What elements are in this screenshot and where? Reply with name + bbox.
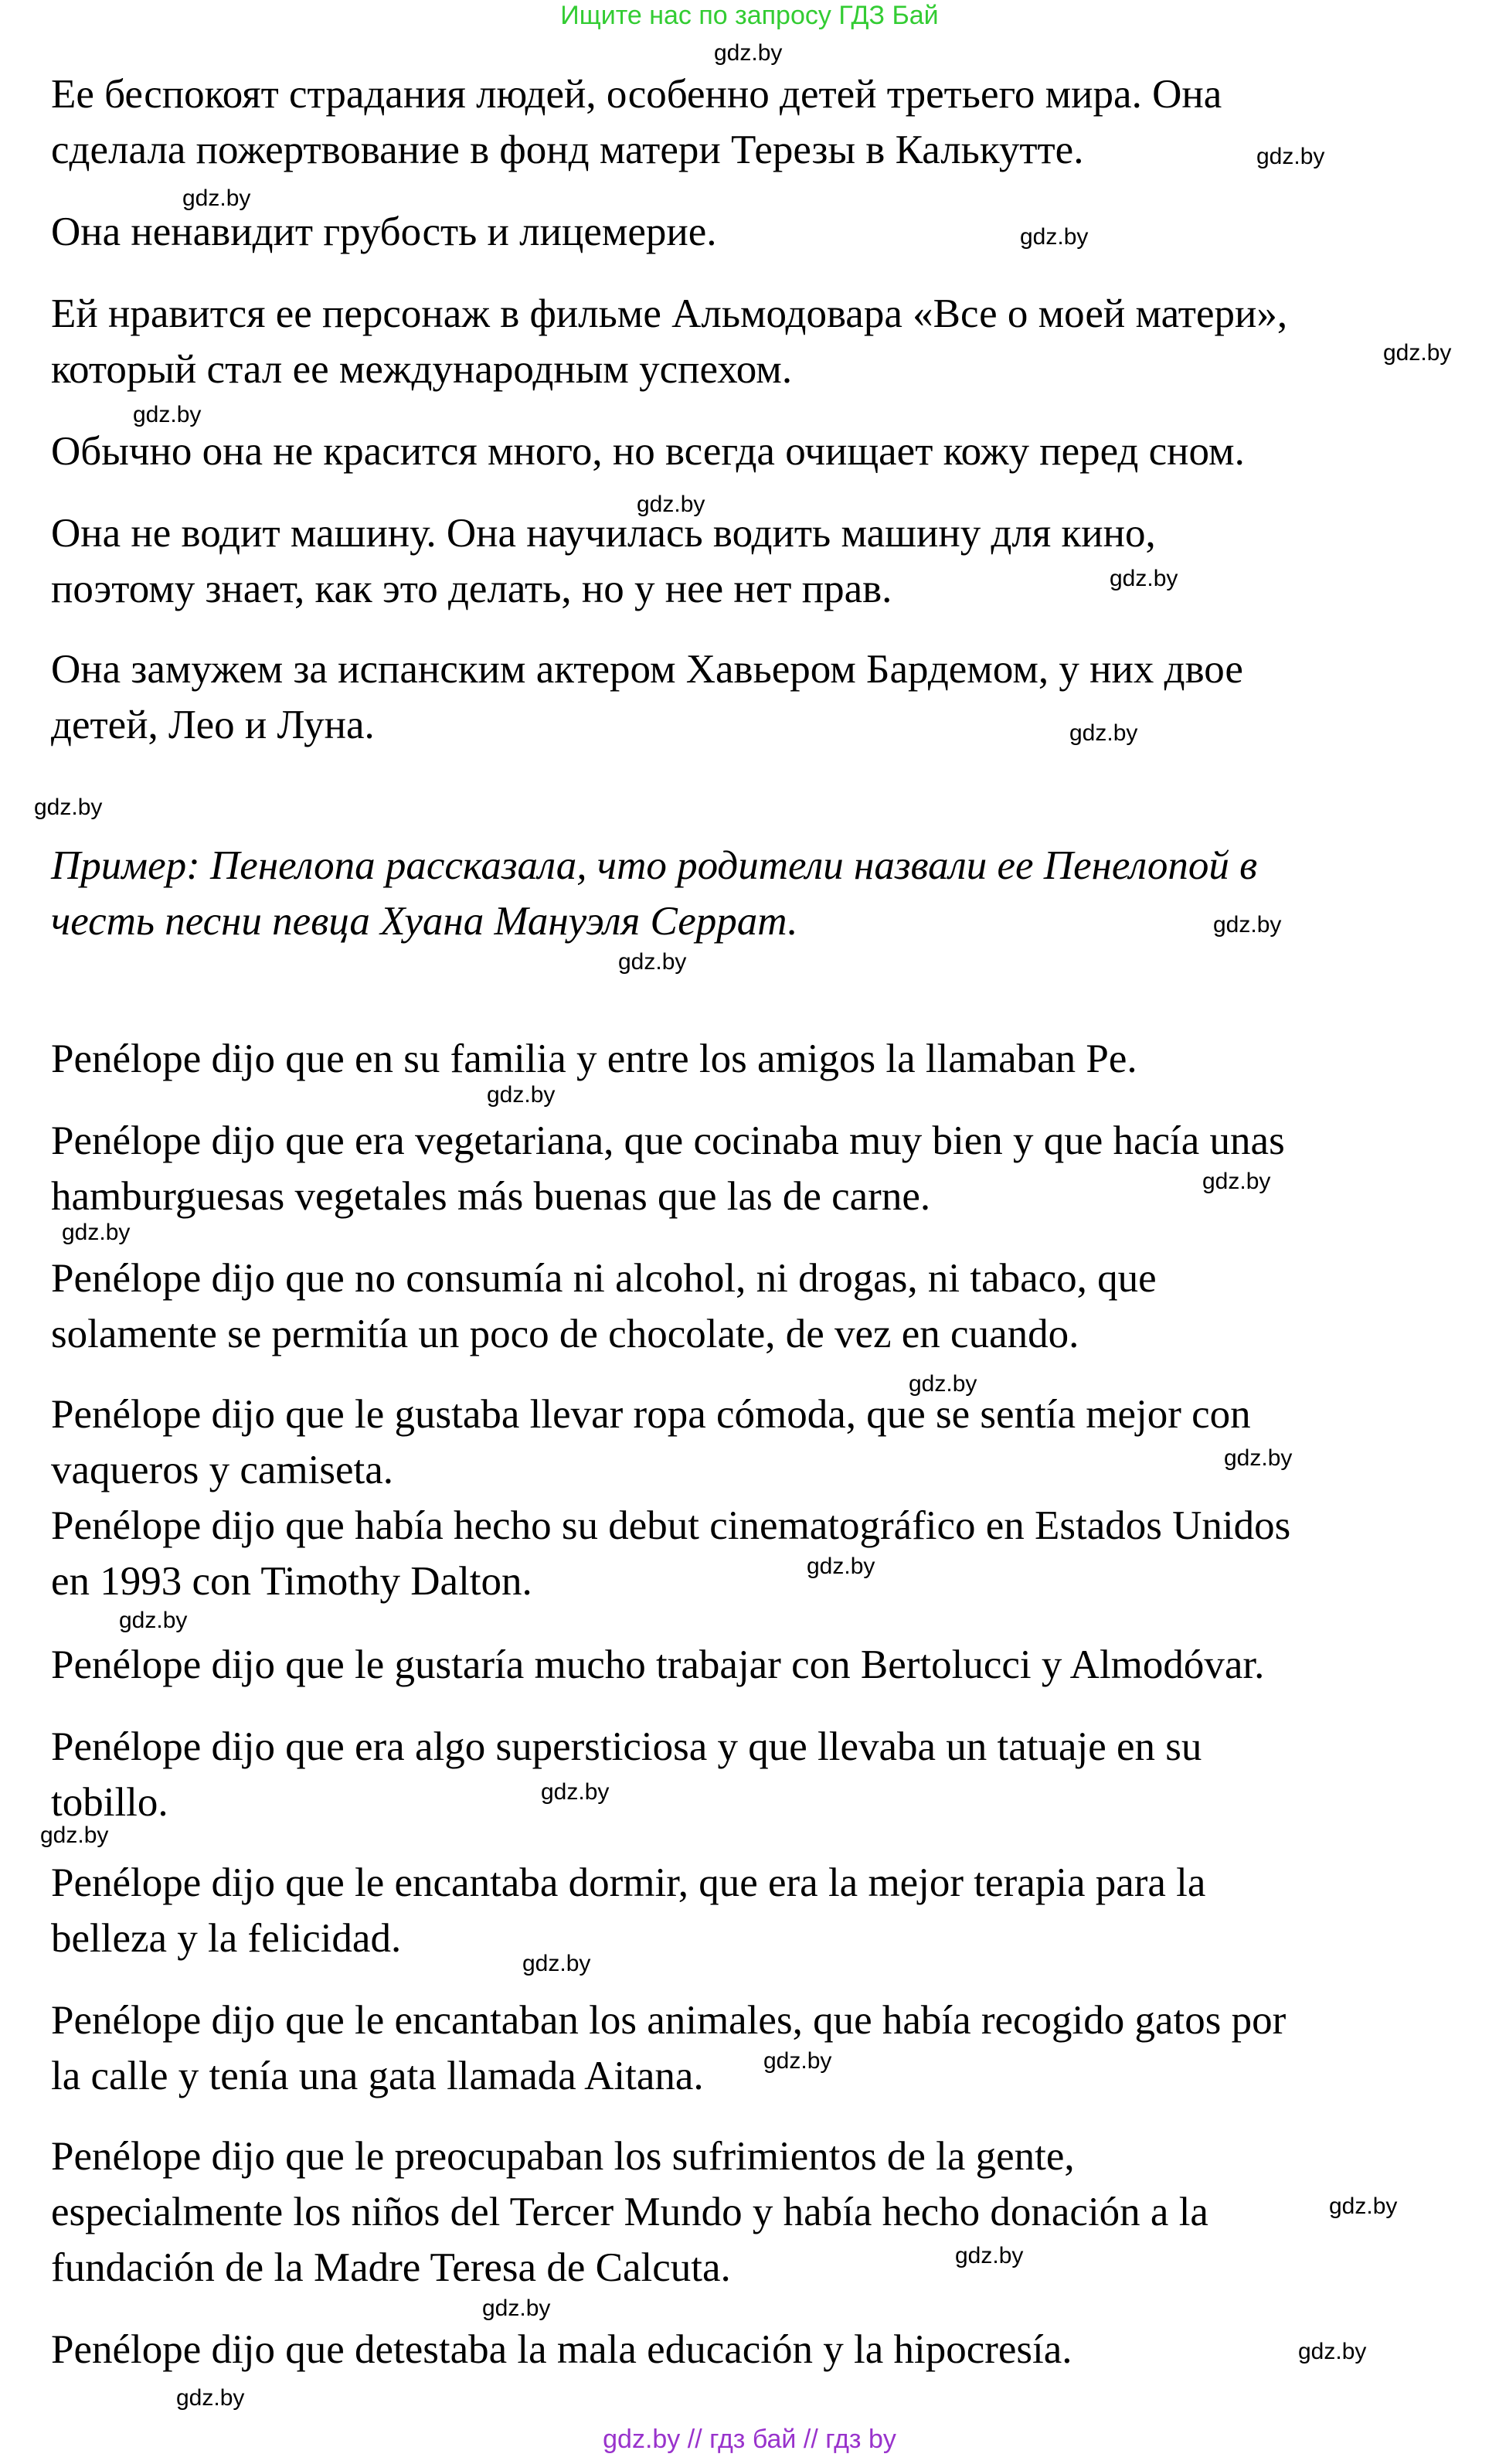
watermark: gdz.by [133,402,202,427]
paragraph-es-5: Penélope dijo que había hecho su debut cinematográfico en Estados Unidos en 1993 con Timothy Dalton. [51,1503,1291,1604]
paragraph-ru-6: Она замужем за испанским актером Хавьером Бардемом, у них двое детей, Лео и Луна. [51,647,1243,747]
paragraph-es-2: Penélope dijo que era vegetariana, que cocinaba muy bien y que hacía unas hamburguesas vegetales más buenas que las de carne. [51,1118,1285,1219]
watermark: gdz.by [618,949,687,975]
paragraph-es-8: Penélope dijo que le encantaba dormir, que era la mejor terapia para la belleza y la felicidad. [51,1860,1206,1961]
watermark: gdz.by [763,2048,832,2074]
watermark: gdz.by [176,2385,245,2411]
watermark: gdz.by [487,1082,556,1108]
footer-links[interactable]: gdz.by // гдз бай // гдз by [603,2425,896,2454]
watermark: gdz.by [1020,224,1089,250]
paragraph-ru-1: Ее беспокоят страдания людей, особенно детей третьего мира. Она сделала пожертвование в фонд матери Терезы в Калькутте. [51,72,1222,172]
example-paragraph: Пример: Пенелопа рассказала, что родители назвали ее Пенелопой в честь песни певца Хуана Мануэля Серрат. [51,843,1258,944]
paragraph-ru-3: Ей нравится ее персонаж в фильме Альмодовара «Все о моей матери», который стал ее международным успехом. [51,291,1288,392]
watermark: gdz.by [955,2243,1024,2268]
top-banner[interactable]: Ищите нас по запросу ГДЗ Бай [560,1,939,30]
watermark: gdz.by [807,1554,875,1579]
watermark: gdz.by [1069,720,1138,746]
watermark: gdz.by [1202,1169,1271,1194]
paragraph-ru-2: Она ненавидит грубость и лицемерие. [51,209,717,254]
paragraph-es-9: Penélope dijo que le encantaban los animales, que había recogido gatos por la calle y tenía una gata llamada Aitana. [51,1998,1287,2098]
paragraph-es-7: Penélope dijo que era algo supersticiosa y que llevaba un tatuaje en su tobillo. [51,1724,1202,1825]
watermark: gdz.by [34,795,103,820]
watermark: gdz.by [1224,1445,1293,1471]
paragraph-es-10: Penélope dijo que le preocupaban los sufrimientos de la gente, especialmente los niños del Tercer Mundo y había hecho donación a la fundación de la Madre Teresa de Calcuta. [51,2134,1208,2290]
watermark: gdz.by [482,2296,551,2321]
paragraph-es-1: Penélope dijo que en su familia y entre los amigos la llamaban Pe. [51,1036,1137,1081]
watermark: gdz.by [1298,2339,1367,2364]
watermark: gdz.by [119,1608,188,1633]
watermark: gdz.by [1110,566,1178,591]
paragraph-ru-5: Она не водит машину. Она научилась водить машину для кино, поэтому знает, как это делать, но у нее нет прав. [51,511,1156,611]
watermark: gdz.by [522,1951,591,1976]
watermark: gdz.by [714,40,783,66]
paragraph-es-11: Penélope dijo que detestaba la mala educación y la hipocresía. [51,2327,1072,2372]
paragraph-es-6: Penélope dijo que le gustaría mucho trabajar con Bertolucci y Almodóvar. [51,1642,1265,1687]
watermark: gdz.by [62,1220,131,1245]
paragraph-ru-4: Обычно она не красится много, но всегда очищает кожу перед сном. [51,429,1245,474]
watermark: gdz.by [909,1371,977,1397]
paragraph-es-3: Penélope dijo que no consumía ni alcohol, ni drogas, ni tabaco, que solamente se permitía un poco de chocolate, de vez en cuando. [51,1256,1157,1356]
watermark: gdz.by [1213,912,1282,938]
watermark: gdz.by [1383,340,1452,366]
watermark: gdz.by [40,1822,109,1848]
watermark: gdz.by [182,185,251,211]
watermark: gdz.by [1256,144,1325,169]
watermark: gdz.by [541,1779,610,1805]
paragraph-es-4: Penélope dijo que le gustaba llevar ropa cómoda, que se sentía mejor con vaqueros y camiseta. [51,1392,1251,1492]
watermark: gdz.by [1329,2193,1398,2219]
watermark: gdz.by [637,492,705,517]
